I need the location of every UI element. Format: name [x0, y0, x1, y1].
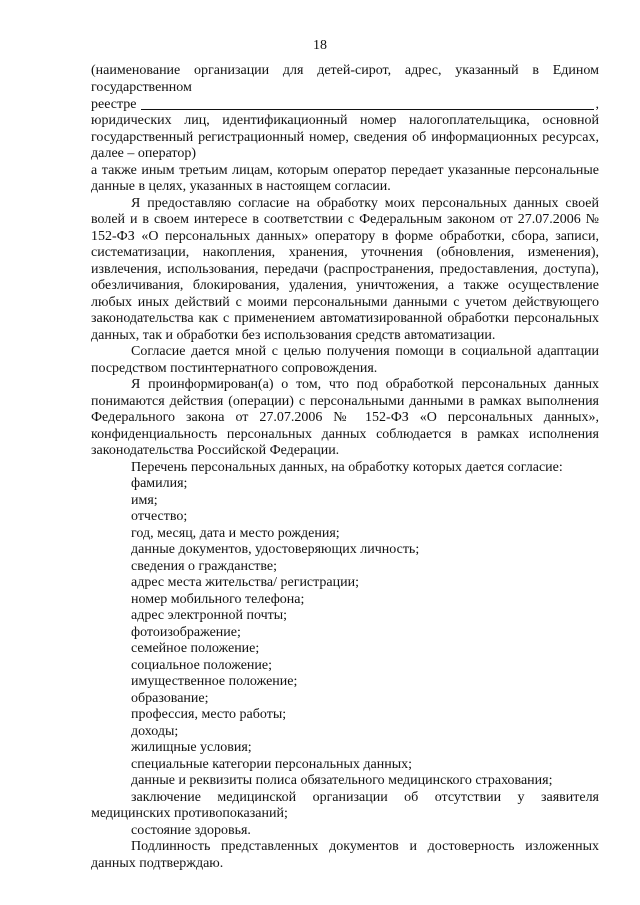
- paragraph-closing: Подлинность представленных документов и достоверность изложенных данных подтверждаю.: [91, 839, 599, 871]
- list-item: фамилия;: [131, 476, 188, 491]
- registry-fill-row: [91, 96, 599, 113]
- list-item: год, месяц, дата и место рождения;: [131, 525, 340, 541]
- registry-comma: ,: [595, 96, 599, 112]
- paragraph-informed: Я проинформирован(а) о том, что под обработкой персональных данных понимаются действия (операции) с персональными данными в рамках выполнения Федерального закона от 27.07.2006 № 152-ФЗ «О персональных данных», конфиденциальность персональных данных соблюдается в рамках исполнения законодательства Российской Федерации.: [91, 377, 599, 458]
- paragraph-purpose: Согласие дается мной с целью получения помощи в социальной адаптации посредством постинтернатного сопровождения.: [91, 344, 599, 376]
- page-number: 18: [313, 38, 327, 53]
- list-item: отчество;: [131, 509, 188, 524]
- header-line-organization: (наименование организации для детей-сирот, адрес, указанный в Едином государственном: [91, 63, 599, 95]
- list-item: специальные категории персональных данных;: [131, 756, 413, 772]
- personal-data-list: [91, 476, 599, 839]
- paragraph-list-intro: Перечень персональных данных, на обработку которых дается согласие:: [131, 459, 563, 475]
- list-item: данные и реквизиты полиса обязательного медицинского страхования;: [131, 773, 553, 788]
- header-line-details: юридических лиц, идентификационный номер налогоплательщика, основной государственный регистрационный номер, сведения об информационных ресурсах, далее – оператор): [91, 113, 599, 161]
- list-item: данные документов, удостоверяющих личность;: [131, 542, 420, 557]
- list-item: профессия, место работы;: [131, 707, 287, 722]
- paragraph-consent: Я предоставляю согласие на обработку моих персональных данных своей волей и в своем интересе в соответствии с Федеральным законом от 27.07.2006 № 152-ФЗ «О персональных данных» оператору в форме обработки, сбора, записи, систематизации, накопления, хранения, уточнения (обновления, изменения), извлечения, использования, передачи (распространения, предоставления, доступа), обезличивания, блокирования, удаления, уничтожения, а также осуществление любых иных действий с моими персональными данными с учетом действующего законодательства как с применением автоматизированной обработки персональных данных, так и обработки без использования средств автоматизации.: [91, 195, 599, 343]
- list-item: состояние здоровья.: [131, 822, 251, 838]
- document-body: [91, 63, 599, 872]
- list-item: жилищные условия;: [131, 740, 252, 755]
- paragraph-third-parties: а также иным третьим лицам, которым оператор передает указанные персональные данные в целях, указанных в настоящем согласии.: [91, 162, 599, 194]
- registry-blank-line[interactable]: [141, 96, 594, 110]
- list-item: доходы;: [131, 723, 179, 739]
- list-item: фотоизображение;: [131, 624, 241, 640]
- list-item: адрес места жительства/ регистрации;: [131, 575, 360, 590]
- list-item: образование;: [131, 690, 209, 706]
- list-item: имущественное положение;: [131, 674, 298, 689]
- registry-label: реестре: [91, 96, 137, 112]
- list-item: заключение медицинской организации об отсутствии у заявителя медицинских противопоказаний;: [91, 789, 599, 821]
- list-item: семейное положение;: [131, 641, 260, 656]
- list-item: адрес электронной почты;: [131, 608, 288, 623]
- list-item: имя;: [131, 492, 158, 508]
- list-item: социальное положение;: [131, 657, 273, 673]
- list-item: сведения о гражданстве;: [131, 558, 277, 574]
- list-item: номер мобильного телефона;: [131, 591, 305, 607]
